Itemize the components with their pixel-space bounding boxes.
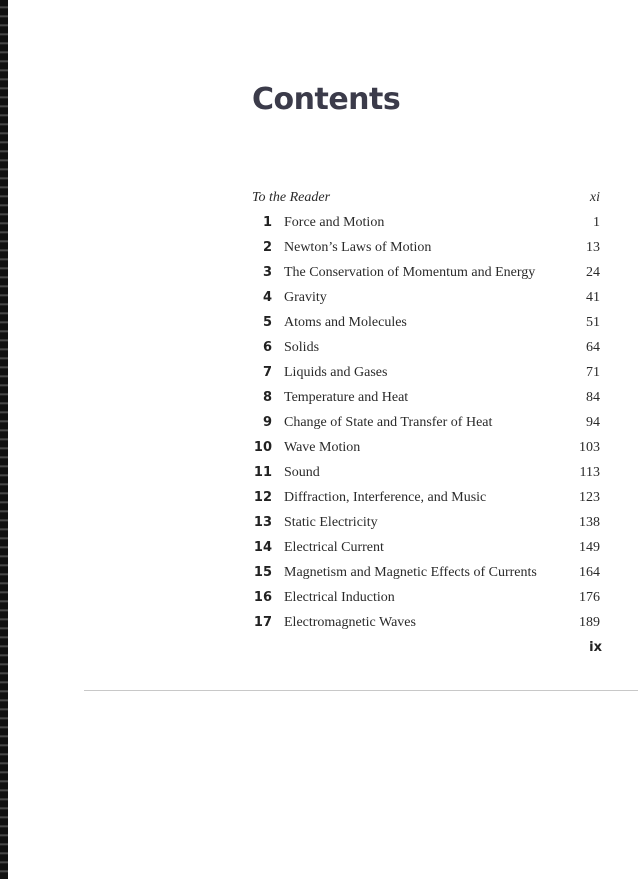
toc-entry-title: Newton’s Laws of Motion xyxy=(284,240,432,255)
chapter-number: 13 xyxy=(253,515,272,530)
toc-entry-title: Electrical Current xyxy=(284,540,384,555)
chapter-number: 17 xyxy=(253,615,272,630)
toc-entry-page: 94 xyxy=(586,415,600,430)
chapter-number: 9 xyxy=(262,415,272,430)
toc-entry-page: 103 xyxy=(579,440,600,455)
chapter-number: 1 xyxy=(262,215,272,230)
chapter-number: 2 xyxy=(262,240,272,255)
toc-entry[interactable] xyxy=(252,488,602,513)
toc-entry-title: The Conservation of Momentum and Energy xyxy=(284,265,536,280)
toc-entry-page: 149 xyxy=(579,540,600,555)
toc-entry-page: 176 xyxy=(579,590,600,605)
toc-entry-page: 138 xyxy=(579,515,600,530)
toc-entry-title: Sound xyxy=(284,465,320,480)
scan-binding-edge xyxy=(0,0,8,879)
toc-entry-page: 113 xyxy=(579,465,600,480)
toc-entry[interactable] xyxy=(252,288,602,313)
chapter-number: 5 xyxy=(262,315,272,330)
toc-entry-title: Atoms and Molecules xyxy=(284,315,407,330)
chapter-number: 4 xyxy=(262,290,272,305)
chapter-number: 3 xyxy=(262,265,272,280)
toc-entry[interactable] xyxy=(252,238,602,263)
chapter-number: 14 xyxy=(253,540,272,555)
toc-entry-title: Temperature and Heat xyxy=(284,390,409,405)
chapter-number: 11 xyxy=(253,465,272,480)
toc-entry[interactable] xyxy=(252,463,602,488)
toc-entry-page: 164 xyxy=(579,565,600,580)
toc-entry-page: 41 xyxy=(586,290,600,305)
toc-entry[interactable] xyxy=(252,388,602,413)
chapter-number: 15 xyxy=(253,565,272,580)
toc-entry[interactable] xyxy=(252,213,602,238)
toc-entry[interactable] xyxy=(252,413,602,438)
toc-entry[interactable] xyxy=(252,563,602,588)
toc-entry[interactable] xyxy=(252,313,602,338)
page-divider xyxy=(84,690,638,691)
toc-entry-page: 84 xyxy=(586,390,600,405)
toc-entry-title: Gravity xyxy=(284,290,327,305)
toc-entry[interactable] xyxy=(252,538,602,563)
toc-entry-title: Diffraction, Interference, and Music xyxy=(284,490,487,505)
toc-entry[interactable] xyxy=(252,513,602,538)
table-of-contents xyxy=(252,188,602,638)
page-title: Contents xyxy=(252,82,401,117)
chapter-list xyxy=(252,213,602,638)
toc-entry[interactable] xyxy=(252,588,602,613)
toc-entry-page: 123 xyxy=(579,490,600,505)
chapter-number: 6 xyxy=(262,340,272,355)
toc-entry-title: Liquids and Gases xyxy=(284,365,388,380)
toc-entry-page: xi xyxy=(589,190,600,205)
toc-entry-page: 189 xyxy=(579,615,600,630)
toc-entry-page: 64 xyxy=(586,340,600,355)
toc-entry[interactable] xyxy=(252,338,602,363)
toc-entry-page: 51 xyxy=(586,315,600,330)
toc-entry-title: Static Electricity xyxy=(284,515,378,530)
toc-entry[interactable] xyxy=(252,363,602,388)
toc-entry-to-the-reader[interactable] xyxy=(252,188,602,213)
toc-entry-page: 13 xyxy=(586,240,600,255)
chapter-number: 7 xyxy=(262,365,272,380)
toc-entry[interactable] xyxy=(252,263,602,288)
page-number: ix xyxy=(589,640,602,655)
toc-entry[interactable] xyxy=(252,613,602,638)
chapter-number: 16 xyxy=(253,590,272,605)
toc-entry-title: Change of State and Transfer of Heat xyxy=(284,415,493,430)
chapter-number: 12 xyxy=(253,490,272,505)
toc-entry-title: To the Reader xyxy=(252,190,331,205)
toc-entry-page: 1 xyxy=(593,215,600,230)
toc-entry[interactable] xyxy=(252,438,602,463)
toc-entry-title: Force and Motion xyxy=(284,215,385,230)
toc-entry-page: 24 xyxy=(586,265,600,280)
toc-entry-title: Solids xyxy=(284,340,320,355)
toc-entry-title: Electromagnetic Waves xyxy=(284,615,416,630)
toc-entry-page: 71 xyxy=(586,365,600,380)
toc-entry-title: Wave Motion xyxy=(284,440,361,455)
toc-entry-title: Electrical Induction xyxy=(284,590,395,605)
chapter-number: 10 xyxy=(253,440,272,455)
toc-entry-title: Magnetism and Magnetic Effects of Currents xyxy=(284,565,537,580)
chapter-number: 8 xyxy=(262,390,272,405)
